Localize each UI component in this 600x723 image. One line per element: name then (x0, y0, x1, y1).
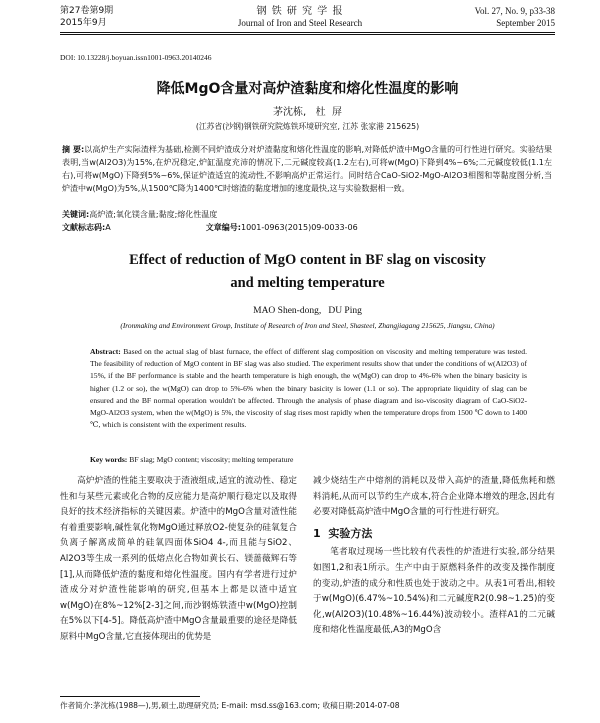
keywords-cn-text: 高炉渣;氧化镁含量;黏度;熔化性温度 (89, 210, 218, 219)
clc-value: A (105, 223, 111, 232)
methods-paragraph: 笔者取过现场一些比较有代表性的炉渣进行实验,部分结果如图1,2和表1所示。生产中由于原燃料条件的改变及操作制度的变动,炉渣的成分和性质也处于波动之中。从表1可看出,相较于w(MgO)(6.47%~10.54%)和二元碱度R2(0.98~1.25)的变化,w(Al2O3)(10.48%~16.44%)波动较小。渣样A1的二元碱度和熔化性温度最低,A3的MgO含 (313, 547, 555, 636)
abstract-en-text: Based on the actual slag of blast furnace, the effect of different slag composition on viscosity and melting temperature was tested. The feasibility of reduction of MgO content in BF slag was also studied. The experiment results show that under the conditions of w(Al2O3) of 15%, if the BF performance is stable and the hearth temperature is high enough, the w(MgO) can drop to 4%-6% when the binary basicity is higher (1.2 or so), the w(MgO) can drop to 5%-6% when the binary basicity is lower (1.1 or so). The appropriate liquidity of slag can be ensured and the BF normal operation wouldn't be affected. Through the analysis of phase diagram and iso-viscosity diagram of CaO-SiO2-MgO-Al2O3 system, when the w(MgO) is 5%, the viscosity of slag rises most rapidly when the temperature drops from 1500 ℃ down to 1400 ℃, which is consistent with the experiment results. (90, 347, 527, 430)
authors-en: MAO Shen-dong, DU Ping (253, 306, 362, 316)
right-column (313, 474, 555, 639)
header-rule (60, 32, 555, 33)
footnote-rule (60, 696, 200, 697)
keywords-en-label: Key words: (90, 455, 128, 464)
article-number-value: 1001-0963(2015)09-0033-06 (240, 223, 358, 232)
keywords-en (90, 453, 527, 466)
abstract-cn-label: 摘 要: (62, 145, 85, 154)
keywords-cn-label: 关键词: (62, 210, 90, 219)
intro-paragraph: 高炉炉渣的性能主要取决于渣液组成,适宜的流动性、稳定性和与某些元素或化合物的反应能力是高炉顺行稳定以及取得良好的技术经济指标的关键因素。炉渣中的MgO含量对渣性能有着重要影响,碱性氧化物MgO通过释放O2-使复杂的硅氧复合负离子解离成简单的硅氧四面体SiO4 4-,而且能与SiO2、Al2O3等生成一系列的低熔点化合物如黄长石、镁蔷薇辉石等[1],从而降低炉渣的黏度和熔化性温度。国内有学者进行过炉渣成分对炉渣性能影响的研究,但基本上都是以渣中适宜w(MgO)在8%~12%[2-3]之间,而沙钢炼铁渣中w(MgO)控制在5%以下[4-5]。降低高炉渣中MgO含量最重要的途径是降低原料中MgO含量,它直接体现出的优势是 (60, 476, 297, 642)
affiliation-cn: (江苏省(沙钢)钢铁研究院炼铁环境研究室, 江苏 张家港 215625) (195, 122, 420, 131)
journal-date-cn: 2015年9月 (60, 18, 107, 28)
keywords-en-text: BF slag; MgO content; viscosity; melting temperature (129, 455, 294, 464)
abstract-en (90, 346, 527, 431)
doi: DOI: 10.13228/j.boyuan.issn1001-0963.20140246 (60, 53, 212, 62)
abstract-cn (62, 143, 552, 195)
footnote-email: E-mail: msd.ss@163.com; (221, 701, 321, 710)
journal-name-en: Journal of Iron and Steel Research (237, 18, 363, 28)
left-column (60, 474, 297, 646)
footnote (60, 700, 555, 711)
section-heading (313, 526, 555, 542)
article-number-label: 文章编号: (205, 223, 241, 232)
footnote-received-date: 收稿日期:2014-07-08 (322, 701, 400, 710)
abstract-cn-text: 以高炉生产实际渣样为基础,检测不同炉渣成分对炉渣黏度和熔化性温度的影响,对降低炉渣中MgO含量的可行性进行研究。实验结果表明,当w(Al2O3)为15%,在炉况稳定,炉缸温度充沛的情况下,二元碱度较高(1.2左右),可将w(MgO)下降到4%~6%;二元碱度较低(1.1左右),可将w(MgO)下降到5%~6%,保证炉渣适宜的流动性,不影响高炉正常运行。同时结合CaO-SiO2-MgO-Al2O3相图和等黏度图分析,当炉渣中w(MgO)为5%,从1500℃降为1400℃时熔渣的黏度增加的速度最快,这与实验数据相一致。 (62, 145, 553, 193)
footnote-author: 作者简介:茅沈栋(1988—),男,硕士,助理研究员; (60, 701, 220, 710)
journal-volume-en: Vol. 27, No. 9, p33-38 (474, 6, 555, 16)
journal-name-cn: 钢 铁 研 究 学 报 (256, 6, 344, 17)
title-cn: 降低MgO含量对高炉渣黏度和熔化性温度的影响 (156, 81, 459, 97)
keywords-cn (62, 208, 552, 221)
abstract-en-label: Abstract: (90, 347, 121, 356)
affiliation-en: (Ironmaking and Environment Group, Institute of Research of Iron and Steel, Shasteel, Zhangjiagang 215625, Jiangsu, China) (120, 321, 495, 330)
journal-date-en: September 2015 (496, 18, 555, 28)
title-en: Effect of reduction of MgO content in BF slag on viscosity and melting temperature (129, 252, 486, 291)
authors-cn: 茅沈栋, 杜 屏 (272, 107, 343, 118)
section-number: 1 (313, 526, 321, 540)
clc-label: 文献标志码: (62, 223, 106, 232)
section-title: 实验方法 (328, 526, 373, 540)
classification-line (62, 221, 552, 234)
journal-volume-cn: 第27卷第9期 (60, 6, 114, 16)
intro-paragraph-continued: 减少烧结生产中熔剂的消耗以及带入高炉的渣量,降低焦耗和燃料消耗,从而可以节约生产成本,符合企业降本增效的理念,因此有必要对降低高炉渣中MgO含量的可行性进行研究。 (313, 476, 555, 518)
header-rule-2 (60, 34, 555, 35)
